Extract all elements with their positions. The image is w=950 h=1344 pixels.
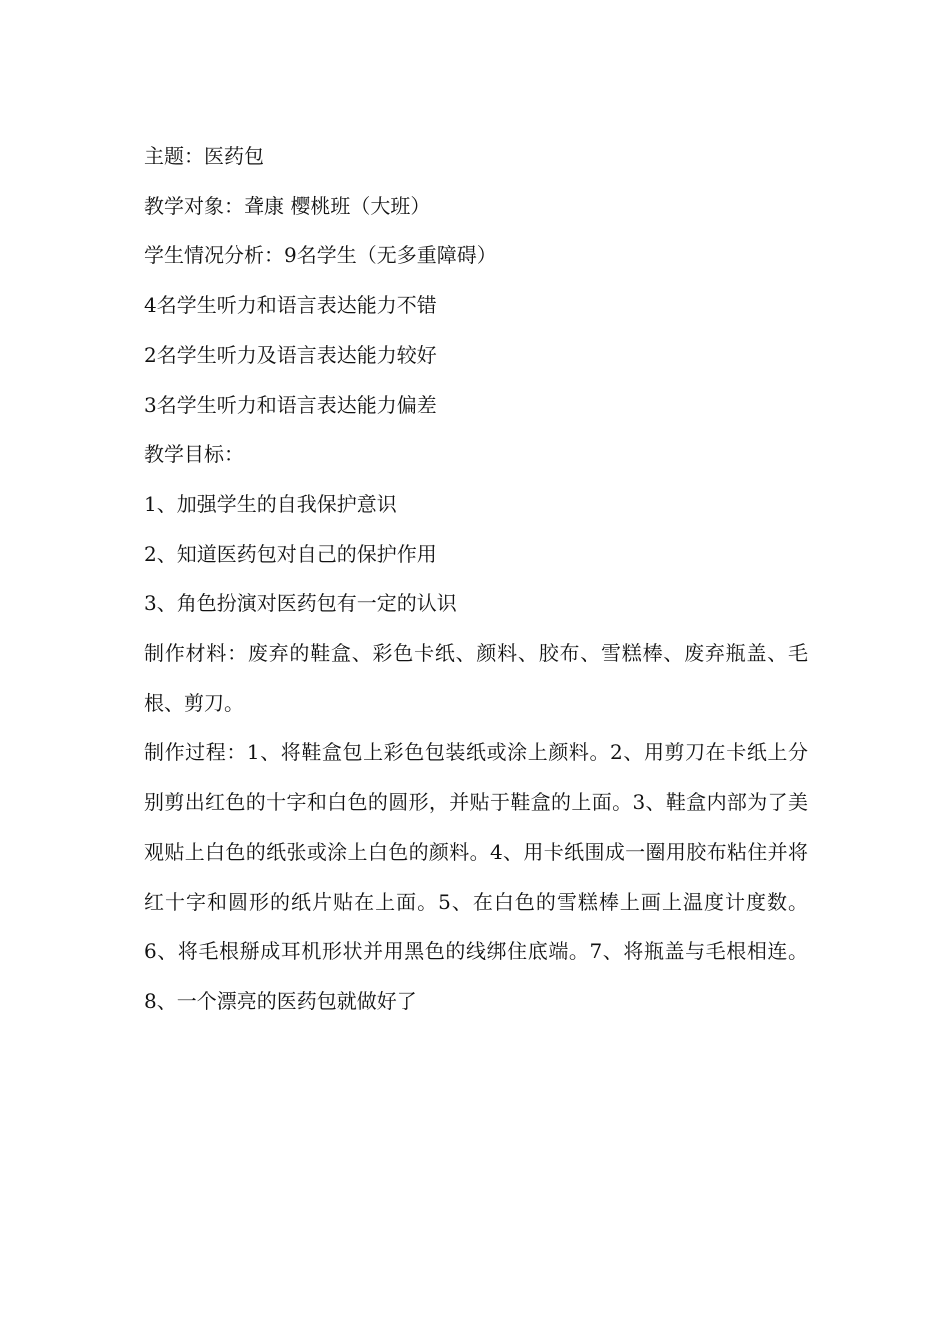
teaching-target-line: 教学对象：聋康 樱桃班（大班） xyxy=(144,193,431,218)
student-group-2-line: 2名学生听力及语言表达能力较好 xyxy=(144,342,437,367)
student-group-1-line: 4名学生听力和语言表达能力不错 xyxy=(144,293,437,318)
student-group-3-line: 3名学生听力和语言表达能力偏差 xyxy=(144,392,437,417)
teaching-goals-heading: 教学目标： xyxy=(144,442,244,467)
topic-line: 主题：医药包 xyxy=(144,144,264,168)
teaching-goal-1: 1、加强学生的自我保护意识 xyxy=(144,491,397,516)
teaching-goal-2: 2、知道医药包对自己的保护作用 xyxy=(144,541,437,566)
process-paragraph: 制作过程：1、将鞋盒包上彩色包装纸或涂上颜料。2、用剪刀在卡纸上分别剪出红色的十字和白色的圆形，并贴于鞋盒的上面。3、鞋盒内部为了美观贴上白色的纸张或涂上白色的颜料。4、用卡纸围成一圈用胶布粘住并将红十字和圆形的纸片贴在上面。5、在白色的雪糕棒上画上温度计度数。6、将毛根掰成耳机形状并用黑色的线绑住底端。7、将瓶盖与毛根相连。8、一个漂亮的医药包就做好了 xyxy=(144,740,808,1013)
document-body xyxy=(144,132,808,1027)
student-analysis-line: 学生情况分析：9名学生（无多重障碍） xyxy=(144,243,497,268)
materials-paragraph: 制作材料：废弃的鞋盒、彩色卡纸、颜料、胶布、雪糕棒、废弃瓶盖、毛根、剪刀。 xyxy=(144,641,808,715)
teaching-goal-3: 3、角色扮演对医药包有一定的认识 xyxy=(144,591,457,616)
